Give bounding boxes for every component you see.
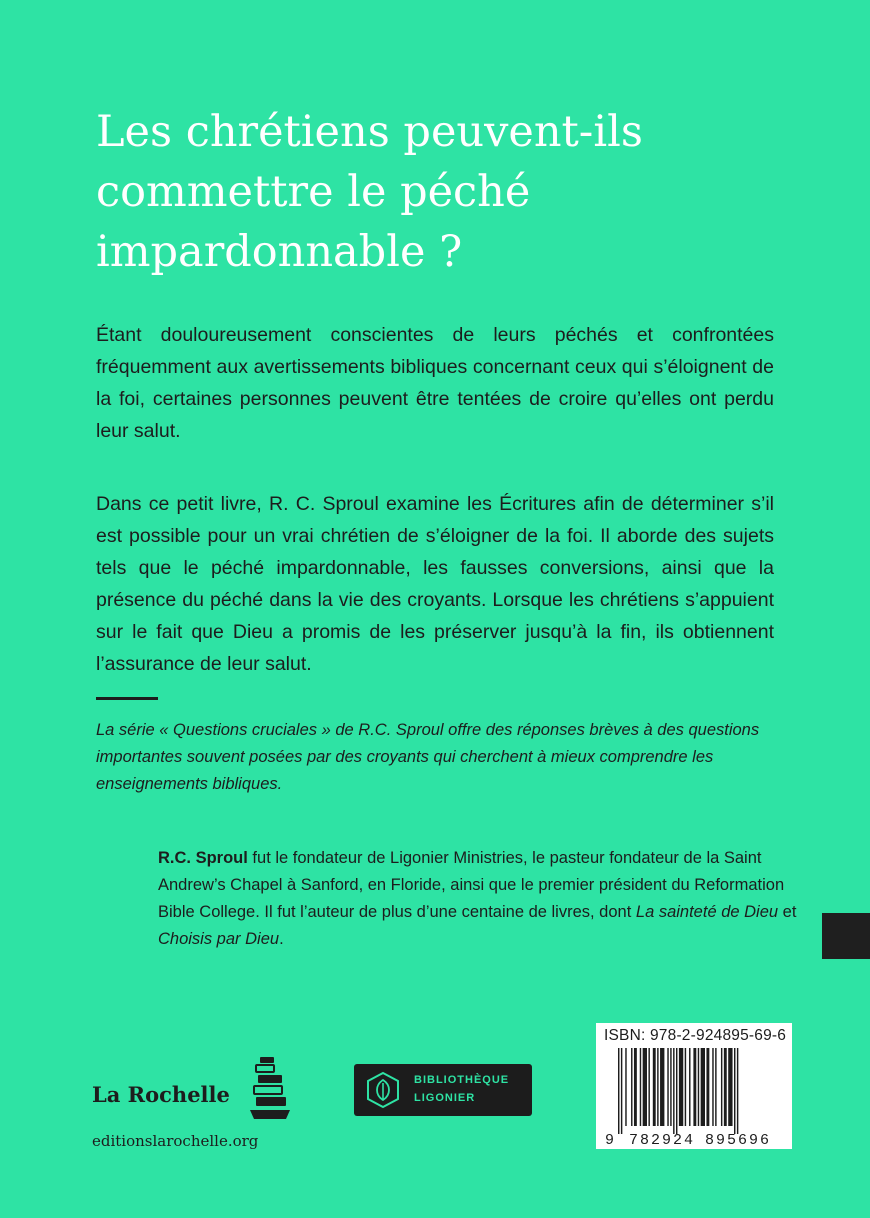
barcode-bar — [724, 1048, 727, 1126]
barcode-digits-right: 895696 — [704, 1132, 772, 1148]
barcode-bar — [728, 1048, 732, 1126]
stacked-books-logo-icon — [246, 1055, 294, 1123]
barcode-bar — [634, 1048, 637, 1126]
barcode-bar — [685, 1048, 686, 1126]
barcode-bar — [631, 1048, 632, 1126]
bio-text: . — [279, 930, 284, 948]
bio-text: et — [778, 903, 797, 921]
blurb-paragraph-2: Dans ce petit livre, R. C. Sproul examine les Écritures afin de déterminer s’il est possible pour un vrai chrétien de s’éloigner de la foi. Il aborde des sujets tels que le péché impardonnable, les fausses conversions, ainsi que la présence du péché dans la vie des croyants. Lorsque les chrétiens s’appuient sur le fait que Dieu a promis de les préserver jusqu’à la fin, ils obtiennent l’assurance de leur salut. — [96, 493, 774, 675]
barcode-bar — [734, 1048, 735, 1134]
publisher-url: editionslarochelle.org — [92, 1132, 259, 1150]
book-reference: La sainteté de Dieu — [635, 903, 779, 921]
title-line: impardonnable ? — [96, 227, 463, 277]
barcode-digit-first: 9 — [605, 1132, 615, 1148]
barcode — [596, 1023, 792, 1149]
barcode-bar — [693, 1048, 696, 1126]
title-line: commettre le péché — [96, 167, 531, 217]
bio-text: fut le fondateur de Ligonier Ministries, le pasteur fondateur de la Saint Andrew’s Chapel à Sanford, en Floride, ainsi que le premier président du Reformation Bible College. Il fut l’auteur de plus d’une centaine de livres, dont — [158, 849, 785, 921]
barcode-bar — [653, 1048, 656, 1126]
title-line: Les chrétiens peuvent-ils — [96, 107, 643, 157]
book-reference: Choisis par Dieu — [158, 930, 280, 948]
barcode-bar — [679, 1048, 683, 1126]
blurb-paragraph-1: Étant douloureusement conscientes de leurs péchés et confrontées fréquemment aux avertissements bibliques concernant ceux qui s’éloignent de la foi, certaines personnes peuvent être tentées de croire qu’elles ont perdu leur salut. — [96, 324, 774, 442]
barcode-bar — [640, 1048, 641, 1126]
barcode-bar — [648, 1048, 649, 1126]
barcode-bar — [689, 1048, 690, 1126]
barcode-bar — [706, 1048, 709, 1126]
ligonier-leaf-icon — [364, 1071, 402, 1109]
barcode-bar — [715, 1048, 716, 1126]
series-note: La série « Questions cruciales » de R.C. Sproul offre des réponses brèves à des questions importantes souvent posées par des croyants qui cherchent à mieux comprendre les enseignements bibliques. — [96, 721, 760, 793]
barcode-digits-left: 782924 — [628, 1132, 696, 1148]
ligonier-imprint-badge — [354, 1064, 532, 1116]
barcode-bar — [670, 1048, 671, 1126]
barcode-bar — [657, 1048, 658, 1126]
barcode-bar — [673, 1048, 674, 1134]
barcode-bar — [676, 1048, 677, 1134]
barcode-bar — [621, 1048, 622, 1134]
barcode-bar — [721, 1048, 722, 1126]
isbn-label: ISBN: 978-2-924895-69-6 — [604, 1027, 787, 1044]
barcode-bar — [625, 1048, 626, 1126]
badge-line-1: BIBLIOTHÈQUE — [414, 1074, 510, 1086]
barcode-bar — [698, 1048, 699, 1126]
edge-marker — [822, 913, 870, 959]
barcode-bar — [660, 1048, 664, 1126]
author-name: R.C. Sproul — [158, 849, 248, 867]
badge-line-2: LIGONIER — [414, 1092, 476, 1104]
barcode-bar — [618, 1048, 619, 1134]
barcode-bar — [667, 1048, 668, 1126]
publisher-name: La Rochelle — [92, 1082, 230, 1107]
barcode-bar — [712, 1048, 713, 1126]
barcode-bar — [737, 1048, 738, 1134]
barcode-bars — [602, 1048, 788, 1148]
section-divider — [96, 697, 158, 700]
author-bio — [158, 845, 798, 953]
book-title — [96, 102, 796, 282]
barcode-bar — [643, 1048, 647, 1126]
barcode-bar — [701, 1048, 705, 1126]
